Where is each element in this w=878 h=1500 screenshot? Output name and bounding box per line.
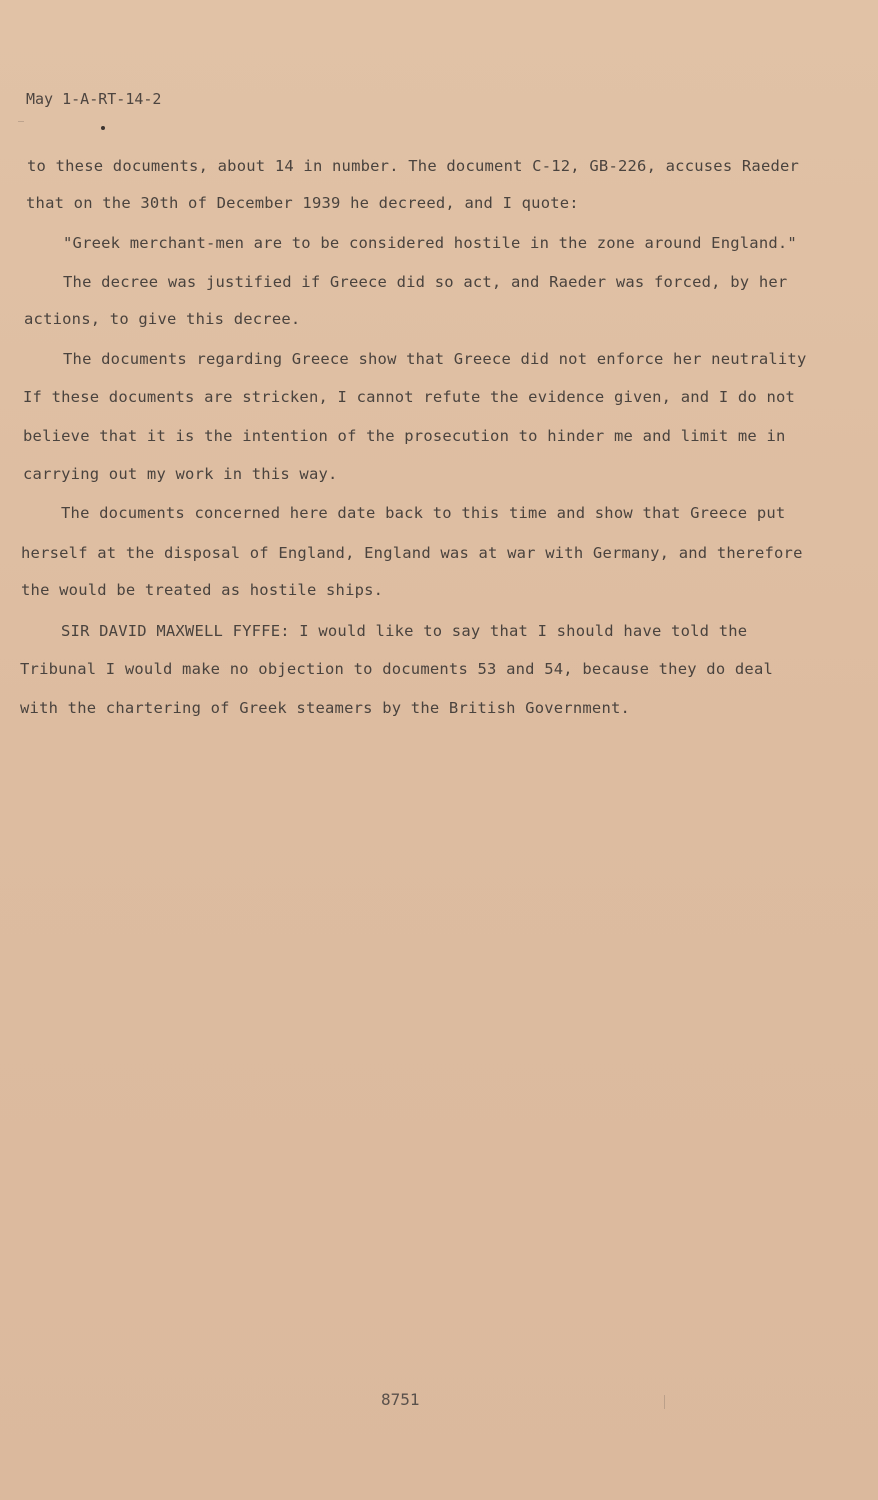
body-line-3: "Greek merchant-men are to be considered hostile in the zone around England." — [63, 234, 797, 252]
body-line-5: actions, to give this decree. — [24, 310, 301, 328]
body-line-11: herself at the disposal of England, England was at war with Germany, and therefore — [21, 544, 803, 562]
body-line-14: Tribunal I would make no objection to documents 53 and 54, because they do deal — [20, 660, 774, 678]
body-line-4: The decree was justified if Greece did so act, and Raeder was forced, by her — [63, 273, 788, 291]
body-line-6: The documents regarding Greece show that Greece did not enforce her neutrality — [63, 350, 807, 368]
body-line-1: to these documents, about 14 in number. The document C-12, GB-226, accuses Raeder — [27, 157, 800, 175]
body-line-15: with the chartering of Greek steamers by the British Government. — [20, 699, 631, 717]
document-reference: May 1-A-RT-14-2 — [26, 90, 162, 108]
paper-mark — [18, 121, 24, 122]
body-line-13: SIR DAVID MAXWELL FYFFE: I would like to say that I should have told the — [61, 622, 748, 640]
paper-mark — [664, 1395, 665, 1409]
body-line-8: believe that it is the intention of the prosecution to hinder me and limit me in — [23, 427, 786, 445]
body-line-2: that on the 30th of December 1939 he decreed, and I quote: — [26, 194, 579, 212]
ink-speck — [101, 126, 105, 130]
body-line-9: carrying out my work in this way. — [23, 465, 338, 483]
page-number: 8751 — [381, 1390, 420, 1409]
body-line-10: The documents concerned here date back to this time and show that Greece put — [61, 504, 786, 522]
body-line-12: the would be treated as hostile ships. — [21, 581, 384, 599]
body-line-7: If these documents are stricken, I cannot refute the evidence given, and I do not — [23, 388, 796, 406]
